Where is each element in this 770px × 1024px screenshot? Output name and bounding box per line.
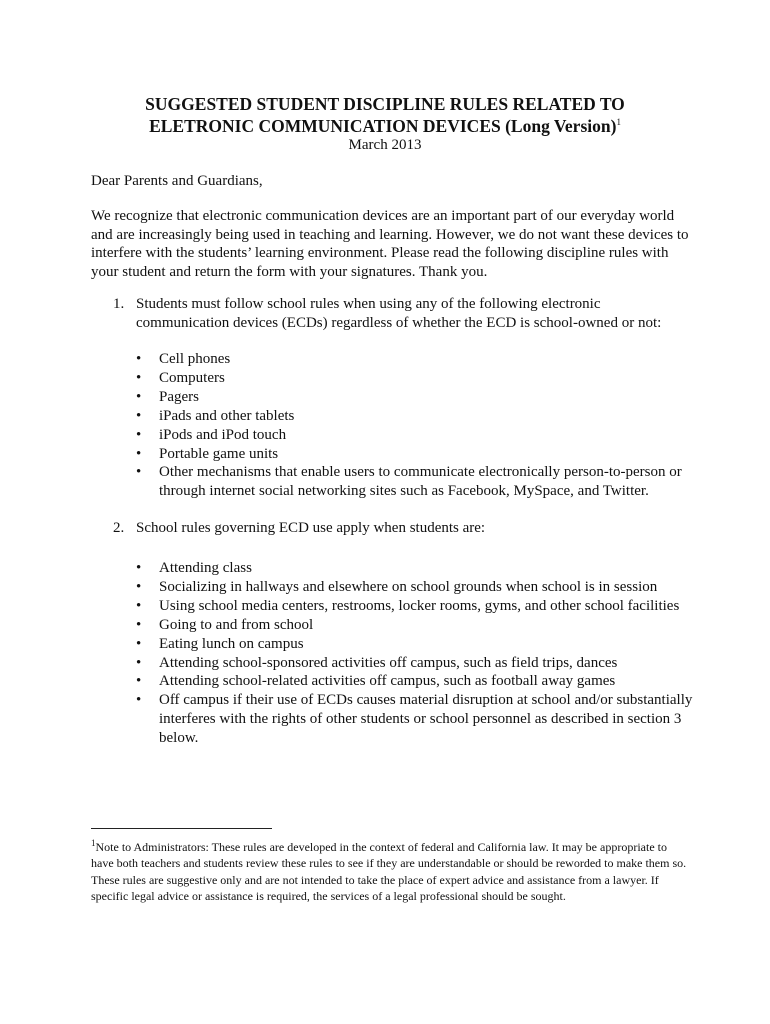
list-item-text: Socializing in hallways and elsewhere on school grounds when school is in session: [159, 578, 658, 595]
list-item: [136, 578, 696, 597]
bullet-icon: •: [136, 369, 142, 386]
list-item-text: Using school media centers, restrooms, locker rooms, gyms, and other school facilities: [159, 597, 680, 614]
list-item-text: iPads and other tablets: [159, 407, 295, 424]
salutation: Dear Parents and Guardians,: [91, 173, 263, 189]
bullet-icon: •: [136, 597, 142, 614]
list-item: [136, 369, 696, 388]
list-item: [136, 407, 696, 426]
list-item: [136, 388, 696, 407]
title-line-2-text: ELETRONIC COMMUNICATION DEVICES (Long Version): [149, 116, 617, 136]
rule-section-1: [113, 295, 693, 332]
list-item-text: Going to and from school: [159, 616, 314, 633]
bullet-icon: •: [136, 407, 142, 424]
list-item: [136, 426, 696, 445]
document-title-line-2: [0, 116, 770, 137]
rule-section-2-number: 2.: [113, 520, 125, 536]
list-item: [136, 654, 696, 673]
ecd-device-list: [136, 350, 696, 501]
bullet-icon: •: [136, 464, 142, 481]
bullet-icon: •: [136, 616, 142, 633]
bullet-icon: •: [136, 351, 142, 367]
bullet-icon: •: [136, 388, 142, 405]
bullet-icon: •: [136, 635, 142, 652]
list-item: [136, 616, 696, 635]
bullet-icon: •: [136, 445, 142, 462]
list-item-text: Pagers: [159, 388, 199, 405]
title-footnote-marker: 1: [616, 117, 621, 127]
footnote-divider: [91, 828, 272, 829]
intro-paragraph: We recognize that electronic communication devices are an important part of our everyday world and are increasingly being used in teaching and learning. However, we do not want these devices to interfere with the students’ learning environment. Please read the following discipline rules with your student and return the form with your signatures. Thank you.: [91, 208, 689, 280]
list-item-text: Portable game units: [159, 445, 279, 462]
rule-section-1-number: 1.: [113, 296, 125, 312]
bullet-icon: •: [136, 578, 142, 595]
footnote-marker: 1: [91, 838, 96, 848]
document-date: March 2013: [348, 137, 422, 153]
list-item: [136, 635, 696, 654]
list-item: [136, 559, 696, 578]
footnote-text: Note to Administrators: These rules are developed in the context of federal and California law. It may be appropriate to have both teachers and students review these rules to see if they are understandable or should be reworded to make them so. These rules are suggestive only and are not intended to take the place of expert advice and assistance from a lawyer. If specific legal advice or assistance is required, the services of a legal professional should be sought.: [91, 840, 687, 904]
list-item-text: Computers: [159, 369, 225, 386]
rule-section-2: [113, 519, 693, 538]
list-item: [136, 597, 696, 616]
list-item-text: iPods and iPod touch: [159, 426, 287, 443]
list-item: [136, 691, 696, 748]
footnote: [91, 839, 691, 905]
list-item-text: Off campus if their use of ECDs causes material disruption at school and/or substantially interferes with the rights of other students or school personnel as described in section 3 below.: [159, 692, 693, 747]
rule-section-1-text: Students must follow school rules when using any of the following electronic communication devices (ECDs) regardless of whether the ECD is school-owned or not:: [136, 296, 662, 331]
bullet-icon: •: [136, 692, 142, 709]
ecd-usage-context-list: [136, 559, 696, 748]
rule-section-2-text: School rules governing ECD use apply when students are:: [136, 520, 486, 536]
list-item-text: Attending class: [159, 560, 252, 576]
list-item: [136, 463, 696, 501]
list-item: [136, 445, 696, 464]
bullet-icon: •: [136, 654, 142, 671]
list-item-text: Other mechanisms that enable users to communicate electronically person-to-person or through internet social networking sites such as Facebook, MySpace, and Twitter.: [159, 464, 682, 500]
list-item: [136, 350, 696, 369]
list-item-text: Cell phones: [159, 351, 231, 367]
bullet-icon: •: [136, 560, 142, 576]
bullet-icon: •: [136, 426, 142, 443]
bullet-icon: •: [136, 673, 142, 690]
document-title-line-1: [0, 94, 770, 115]
list-item-text: Eating lunch on campus: [159, 635, 304, 652]
list-item-text: Attending school-related activities off campus, such as football away games: [159, 673, 616, 690]
list-item: [136, 672, 696, 691]
title-line-1-text: SUGGESTED STUDENT DISCIPLINE RULES RELATED TO: [145, 94, 625, 114]
list-item-text: Attending school-sponsored activities off campus, such as field trips, dances: [159, 654, 618, 671]
